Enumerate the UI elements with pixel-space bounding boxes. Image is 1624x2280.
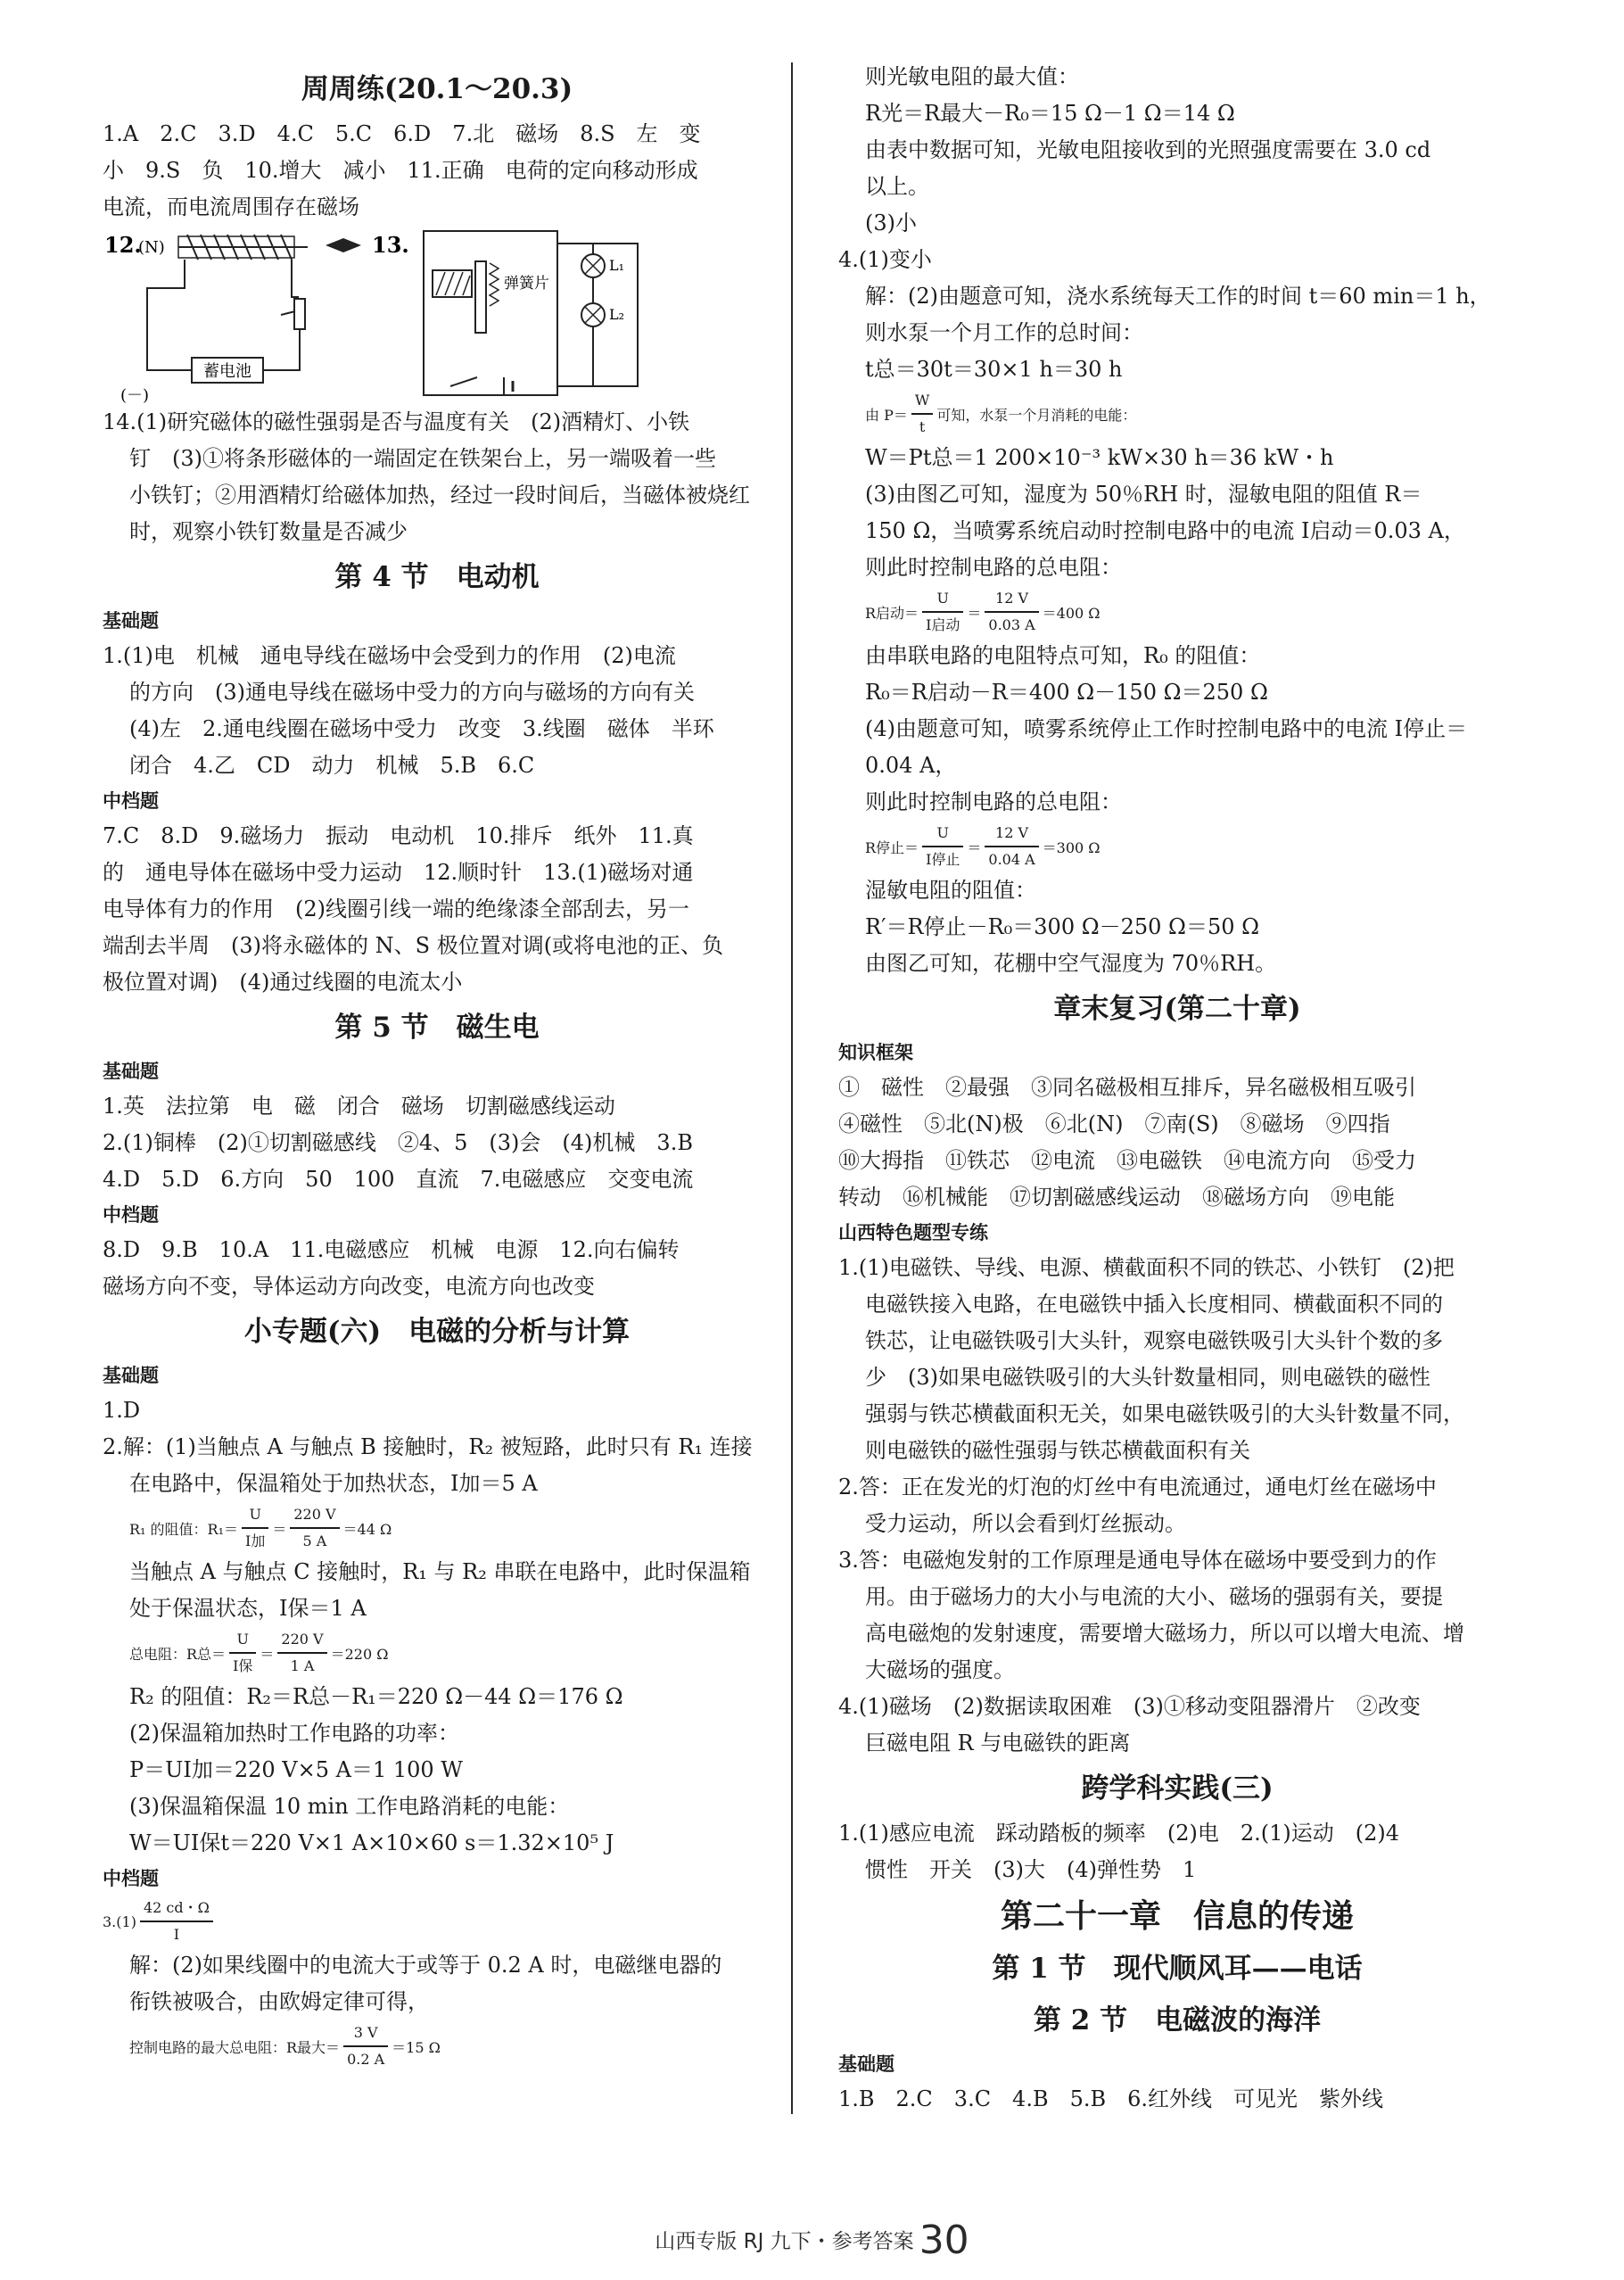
answer-line: 闭合 4.乙 CD 动力 机械 5.B 6.C xyxy=(129,753,535,778)
lamp-label: L₁ xyxy=(609,257,625,274)
answer-line: 当触点 A 与触点 C 接触时，R₁ 与 R₂ 串联在电路中，此时保温箱 xyxy=(129,1559,751,1584)
answer-line: W＝Pt总＝1 200×10⁻³ kW×30 h＝36 kW・h xyxy=(865,445,1334,470)
figure-number: 13. xyxy=(372,232,409,258)
answer-line: 处于保温状态，I保＝1 A xyxy=(129,1596,367,1621)
section-title: 第 1 节 现代顺风耳——电话 xyxy=(992,1953,1363,1985)
answer-line: 7.C 8.D 9.磁场力 振动 电动机 10.排斥 纸外 11.真 xyxy=(103,823,694,848)
answer-line: 4.(1)磁场 (2)数据读取困难 (3)①移动变阻器滑片 ②改变 xyxy=(838,1694,1421,1719)
footer-text: 山西专版 RJ 九下・参考答案 xyxy=(655,2230,914,2253)
answer-line: 极位置对调) (4)通过线圈的电流太小 xyxy=(103,970,463,995)
answer-line: 电导体有力的作用 (2)线圈引线一端的绝缘漆全部刮去，另一 xyxy=(103,896,689,921)
answer-line: P＝UI加＝220 V×5 A＝1 100 W xyxy=(129,1757,463,1782)
answer-line: 电磁铁接入电路，在电磁铁中插入长度相同、横截面积不同的 xyxy=(865,1292,1443,1317)
minus-pole-label: (－) xyxy=(120,386,150,404)
equation: 控制电路的最大总电阻：R最大＝ $\frac{3 V}{0.2 A}$ ＝15 Ω xyxy=(103,2020,771,2072)
answer-line: ⑩大拇指 ⑪铁芯 ⑫电流 ⑬电磁铁 ⑭电流方向 ⑮受力 xyxy=(838,1148,1416,1173)
shanxi-special-heading: 山西特色题型专练 xyxy=(838,1222,988,1243)
spring-plate-label: 弹簧片 xyxy=(504,275,549,293)
basic-questions-heading: 基础题 xyxy=(103,610,159,632)
answer-line: (4)由题意可知，喷雾系统停止工作时控制电路中的电流 I停止＝ xyxy=(865,716,1468,741)
knowledge-framework-heading: 知识框架 xyxy=(838,1042,913,1063)
answer-line: t总＝30t＝30×1 h＝30 h xyxy=(865,357,1123,382)
answer-line: 则此时控制电路的总电阻： xyxy=(865,789,1122,814)
chapter-title: 第二十一章 信息的传递 xyxy=(1000,1897,1354,1935)
answer-line: 衔铁被吸合，由欧姆定律可得， xyxy=(129,1989,429,2014)
figure-number: 12. xyxy=(104,232,142,258)
fraction: $\frac{U}{\text{I加}}$ xyxy=(242,1502,268,1554)
answer-line: ④磁性 ⑤北(N)极 ⑥北(N) ⑦南(S) ⑧磁场 ⑨四指 xyxy=(838,1111,1390,1136)
answer-line: 由图乙可知，花棚中空气湿度为 70％RH。 xyxy=(865,951,1277,976)
answer-line: ① 磁性 ②最强 ③同名磁极相互排斥，异名磁极相互吸引 xyxy=(838,1075,1416,1100)
answer-line: 1.英 法拉第 电 磁 闭合 磁场 切割磁感线运动 xyxy=(103,1094,615,1119)
answer-line: 高电磁炮的发射速度，需要增大磁场力，所以可以增大电流、增 xyxy=(865,1621,1464,1646)
answer-line: 受力运动，所以会看到灯丝振动。 xyxy=(865,1511,1186,1536)
answer-line: (3)小 xyxy=(865,211,917,235)
section-title: 第 5 节 磁生电 xyxy=(334,1012,540,1044)
answer-line: 大磁场的强度。 xyxy=(865,1657,1015,1682)
solenoid-circuit-diagram xyxy=(103,226,397,404)
answer-line: R′＝R停止－R₀＝300 Ω－250 Ω＝50 Ω xyxy=(865,914,1260,939)
answer-line: 则电磁铁的磁性强弱与铁芯横截面积有关 xyxy=(865,1438,1250,1463)
answer-line: 则此时控制电路的总电阻： xyxy=(865,555,1122,580)
answer-line: 3.答：电磁炮发射的工作原理是通电导体在磁场中要受到力的作 xyxy=(838,1548,1437,1573)
answer-line: 钉 (3)①将条形磁体的一端固定在铁架台上，另一端吸着一些 xyxy=(129,446,716,471)
answer-line: 惯性 开关 (3)大 (4)弹性势 1 xyxy=(865,1857,1197,1882)
basic-questions-heading: 基础题 xyxy=(103,1365,159,1386)
answer-line: 小 9.S 负 10.增大 减小 11.正确 电荷的定向移动形成 xyxy=(103,158,698,183)
answer-line: 1.(1)感应电流 踩动踏板的频率 (2)电 2.(1)运动 (2)4 xyxy=(838,1821,1400,1846)
fraction: $\frac{U}{\text{I启动}}$ xyxy=(922,586,963,638)
answer-line: (3)由图乙可知，湿度为 50％RH 时，湿敏电阻的阻值 R＝ xyxy=(865,482,1422,507)
fraction: $\frac{12 V}{0.04 A}$ xyxy=(985,821,1038,872)
answer-line: 端刮去半周 (3)将永磁体的 N、S 极位置对调(或将电池的正、负 xyxy=(103,933,724,958)
equation: 3.(1) $\frac{42 cd・\Omega}{I}$ xyxy=(103,1896,771,1947)
answer-line: 1.D xyxy=(103,1398,141,1423)
topic-title: 小专题(六) 电磁的分析与计算 xyxy=(243,1316,631,1348)
fraction: $\frac{3 V}{0.2 A}$ xyxy=(343,2020,388,2072)
battery-label: 蓄电池 xyxy=(203,362,251,381)
left-column xyxy=(103,62,771,2072)
answer-line: 巨磁电阻 R 与电磁铁的距离 xyxy=(865,1731,1131,1755)
answer-line: 1.(1)电 机械 通电导线在磁场中会受到力的作用 (2)电流 xyxy=(103,643,676,668)
answer-line: 转动 ⑯机械能 ⑰切割磁感线运动 ⑱磁场方向 ⑲电能 xyxy=(838,1185,1395,1210)
answer-line: 4.D 5.D 6.方向 50 100 直流 7.电磁感应 交变电流 xyxy=(103,1167,694,1192)
answer-line: 解：(2)由题意可知，浇水系统每天工作的时间 t＝60 min＝1 h， xyxy=(865,284,1491,309)
answer-line: 1.B 2.C 3.C 4.B 5.B 6.红外线 可见光 紫外线 xyxy=(838,2086,1384,2111)
fraction: $\frac{U}{\text{I停止}}$ xyxy=(922,821,963,872)
answer-line: 1.(1)电磁铁、导线、电源、横截面积不同的铁芯、小铁钉 (2)把 xyxy=(838,1255,1455,1280)
n-pole-label: (N) xyxy=(138,238,165,257)
weekly-practice-title: 周周练(20.1～20.3) xyxy=(301,73,573,105)
relay-circuit-diagram xyxy=(370,226,664,404)
medium-questions-heading: 中档题 xyxy=(103,1204,159,1226)
equation: R启动＝ $\frac{U}{\text{I启动}}$ ＝ $\frac{12 V}{0.03 A}$ ＝400 Ω xyxy=(838,586,1516,638)
answer-line: (3)保温箱保温 10 min 工作电路消耗的电能： xyxy=(129,1794,570,1819)
answer-line: 解：(2)如果线圈中的电流大于或等于 0.2 A 时，电磁继电器的 xyxy=(129,1953,722,1978)
fraction: $\frac{220 V}{1 A}$ xyxy=(277,1627,326,1679)
chapter-review-title: 章末复习(第二十章) xyxy=(1053,993,1301,1025)
answer-line: 2.答：正在发光的灯泡的灯丝中有电流通过，通电灯丝在磁场中 xyxy=(838,1475,1437,1499)
answer-line: 用。由于磁场力的大小与电流的大小、磁场的强弱有关，要提 xyxy=(865,1584,1443,1609)
answer-line: 则水泵一个月工作的总时间： xyxy=(865,320,1143,345)
answer-line: 2.(1)铜棒 (2)①切割磁感线 ②4、5 (3)会 (4)机械 3.B xyxy=(103,1130,693,1155)
answer-line: 少 (3)如果电磁铁吸引的大头针数量相同，则电磁铁的磁性 xyxy=(865,1365,1430,1390)
answer-line: 湿敏电阻的阻值： xyxy=(865,878,1036,903)
fraction: $\frac{42 cd・\Omega}{I}$ xyxy=(140,1896,213,1947)
fraction: $\frac{12 V}{0.03 A}$ xyxy=(985,586,1038,638)
page-number: 30 xyxy=(919,2218,969,2263)
answer-line: 小铁钉；②用酒精灯给磁体加热，经过一段时间后，当磁体被烧红 xyxy=(129,483,750,508)
fraction: $\frac{U}{\text{I保}}$ xyxy=(229,1627,256,1679)
section-title: 跨学科实践(三) xyxy=(1081,1772,1274,1805)
section-title: 第 2 节 电磁波的海洋 xyxy=(1033,2004,1322,2036)
basic-questions-heading: 基础题 xyxy=(103,1061,159,1082)
answer-line: 的 通电导体在磁场中受力运动 12.顺时针 13.(1)磁场对通 xyxy=(103,860,694,885)
answer-line: 在电路中，保温箱处于加热状态，I加＝5 A xyxy=(129,1471,538,1496)
answer-line: 2.解：(1)当触点 A 与触点 B 接触时，R₂ 被短路，此时只有 R₁ 连接 xyxy=(103,1434,753,1459)
page-footer xyxy=(0,2218,1624,2263)
lamp-label: L₂ xyxy=(609,306,625,323)
answer-line: 由表中数据可知，光敏电阻接收到的光照强度需要在 3.0 cd xyxy=(865,137,1431,162)
answer-line: R光＝R最大－R₀＝15 Ω－1 Ω＝14 Ω xyxy=(865,101,1235,126)
basic-questions-heading: 基础题 xyxy=(838,2053,894,2075)
answer-line: R₀＝R启动－R＝400 Ω－150 Ω＝250 Ω xyxy=(865,680,1268,705)
equation: R₁ 的阻值：R₁＝ $\frac{U}{\text{I加}}$ ＝ $\frac{220 V}{5 A}$ ＝44 Ω xyxy=(103,1502,771,1554)
right-column xyxy=(838,59,1516,2118)
answer-line: 由串联电路的电阻特点可知，R₀ 的阻值： xyxy=(865,643,1261,668)
answer-line: 14.(1)研究磁体的磁性强弱是否与温度有关 (2)酒精灯、小铁 xyxy=(103,409,690,434)
section-title: 第 4 节 电动机 xyxy=(334,561,540,593)
answer-line: 以上。 xyxy=(865,174,929,199)
answer-line: 则光敏电阻的最大值： xyxy=(865,64,1079,89)
answer-line: 1.A 2.C 3.D 4.C 5.C 6.D 7.北 磁场 8.S 左 变 xyxy=(103,121,701,146)
fraction: $\frac{W}{t}$ xyxy=(911,388,933,440)
answer-line: W＝UI保t＝220 V×1 A×10×60 s＝1.32×10⁵ J xyxy=(129,1830,614,1855)
column-divider xyxy=(791,62,793,2114)
answer-line: 时，观察小铁钉数量是否减少 xyxy=(129,519,408,544)
fraction: $\frac{220 V}{5 A}$ xyxy=(290,1502,339,1554)
equation: R停止＝ $\frac{U}{\text{I停止}}$ ＝ $\frac{12 V}{0.04 A}$ ＝300 Ω xyxy=(838,821,1516,872)
answer-line: 电流，而电流周围存在磁场 xyxy=(103,194,359,219)
equation: 总电阻：R总＝ $\frac{U}{\text{I保}}$ ＝ $\frac{220 V}{1 A}$ ＝220 Ω xyxy=(103,1627,771,1679)
answer-line: 铁芯，让电磁铁吸引大头针，观察电磁铁吸引大头针个数的多 xyxy=(865,1328,1443,1353)
answer-line: (2)保温箱加热时工作电路的功率： xyxy=(129,1721,459,1746)
answer-line: 磁场方向不变，导体运动方向改变，电流方向也改变 xyxy=(103,1274,595,1299)
answer-line: 强弱与铁芯横截面积无关，如果电磁铁吸引的大头针数量不同， xyxy=(865,1401,1464,1426)
answer-line: 150 Ω，当喷雾系统启动时控制电路中的电流 I启动＝0.03 A， xyxy=(865,518,1465,543)
answer-line: 的方向 (3)通电导线在磁场中受力的方向与磁场的方向有关 xyxy=(129,680,695,705)
figure-row xyxy=(103,226,771,404)
answer-line: 8.D 9.B 10.A 11.电磁感应 机械 电源 12.向右偏转 xyxy=(103,1237,680,1262)
answer-line: R₂ 的阻值：R₂＝R总－R₁＝220 Ω－44 Ω＝176 Ω xyxy=(129,1684,623,1709)
medium-questions-heading: 中档题 xyxy=(103,1868,159,1889)
answer-line: 4.(1)变小 xyxy=(838,247,932,272)
answer-line: 0.04 A， xyxy=(865,753,957,778)
answer-line: (4)左 2.通电线圈在磁场中受力 改变 3.线圈 磁体 半环 xyxy=(129,716,714,741)
equation: 由 P＝ $\frac{W}{t}$ 可知，水泵一个月消耗的电能： xyxy=(838,388,1516,440)
medium-questions-heading: 中档题 xyxy=(103,790,159,812)
